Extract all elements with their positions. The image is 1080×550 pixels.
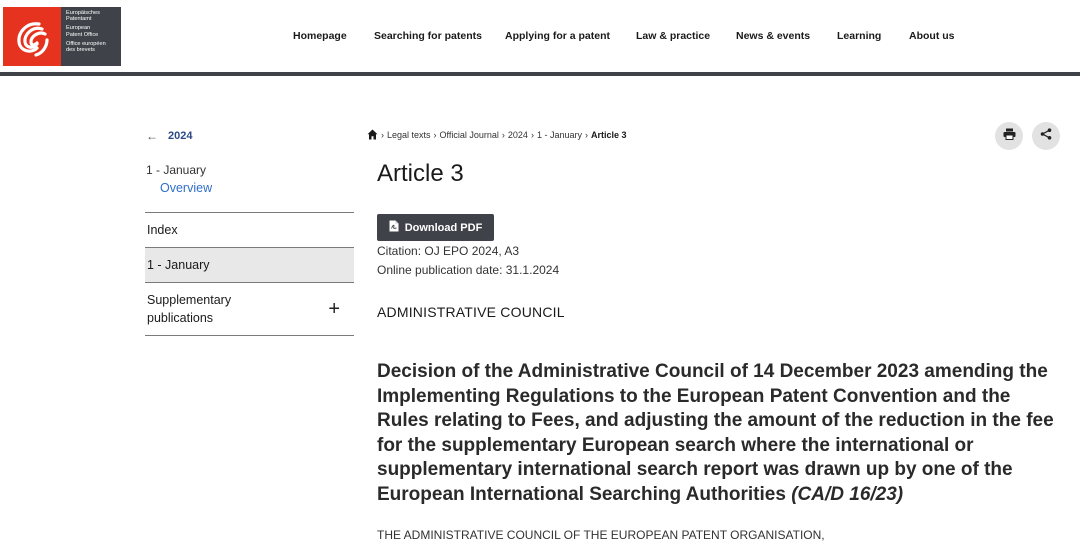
sidebar-item-index[interactable] <box>145 212 354 247</box>
breadcrumb-official-journal[interactable]: Official Journal <box>439 129 499 140</box>
nav-news-events[interactable]: News & events <box>736 30 811 42</box>
decision-reference: (CA/D 16/23) <box>791 483 904 505</box>
nav-searching-for-patents[interactable]: Searching for patents <box>374 30 482 42</box>
download-pdf-button[interactable] <box>377 214 494 241</box>
publication-date: Online publication date: 31.1.2024 <box>377 263 560 277</box>
nav-homepage[interactable]: Homepage <box>293 30 347 42</box>
sidebar-item-label: Supplementary publications <box>147 293 232 325</box>
sidebar-item-supplementary[interactable] <box>145 282 354 336</box>
nav-law-practice[interactable]: Law & practice <box>636 30 711 42</box>
nav-about-us[interactable]: About us <box>909 30 955 42</box>
breadcrumb-current: Article 3 <box>590 129 627 140</box>
logo-text-line: des brevets <box>66 47 95 54</box>
nav-applying-for-a-patent[interactable]: Applying for a patent <box>505 30 610 42</box>
site-header <box>0 0 1080 72</box>
pdf-icon <box>389 220 399 235</box>
sidebar-item-label: 1 - January <box>147 258 210 272</box>
preamble-text: THE ADMINISTRATIVE COUNCIL OF THE EUROPEAN PATENT ORGANISATION, <box>377 528 825 542</box>
back-link-label: 2024 <box>168 130 193 142</box>
page-title: Article 3 <box>377 160 464 187</box>
sidebar-item-january[interactable] <box>145 247 354 282</box>
logo-text-line: European <box>66 25 91 32</box>
nav-learning[interactable]: Learning <box>837 30 882 42</box>
logo-text-line: Patent Office <box>66 31 99 38</box>
header-divider <box>0 72 1080 76</box>
arrow-left-icon: ← <box>146 129 158 143</box>
breadcrumb-month[interactable]: 1 - January <box>536 129 582 140</box>
plus-icon[interactable]: + <box>328 297 340 320</box>
sidebar-item-label: Index <box>147 223 178 237</box>
back-link[interactable] <box>146 129 192 143</box>
breadcrumb: › Legal texts › Official Journal › 2024 › 1 - January › Article 3 <box>367 129 627 140</box>
print-icon <box>1003 127 1016 145</box>
main-nav <box>0 30 1080 46</box>
citation: Citation: OJ EPO 2024, A3 <box>377 244 520 258</box>
sidebar-overview-link[interactable]: Overview <box>160 181 213 195</box>
body-heading: ADMINISTRATIVE COUNCIL <box>377 304 565 320</box>
download-pdf-label: Download PDF <box>404 221 483 234</box>
decision-heading <box>377 360 1057 507</box>
home-icon[interactable] <box>367 129 378 140</box>
print-button[interactable] <box>995 122 1023 150</box>
breadcrumb-year[interactable]: 2024 <box>507 129 528 140</box>
logo-text-line: Europäisches <box>66 10 100 16</box>
breadcrumb-legal-texts[interactable]: Legal texts <box>387 129 431 140</box>
logo-text-line: Patentamt <box>66 16 92 23</box>
sidebar-menu <box>145 212 354 336</box>
share-icon <box>1040 127 1052 145</box>
logo-text-line: Office européen <box>66 40 106 47</box>
sidebar-section-label: 1 - January <box>146 163 207 177</box>
decision-text: Decision of the Administrative Council of 14 December 2023 amending the Implementing Regulations to the European Patent Convention and the Rules relating to Fees, and adjusting the amount of the reduction in the fee for the supplementary European search where the international or supplementary international search report was drawn up by one of the European International Searching Authorities <box>377 361 1054 505</box>
share-button[interactable] <box>1032 122 1060 150</box>
